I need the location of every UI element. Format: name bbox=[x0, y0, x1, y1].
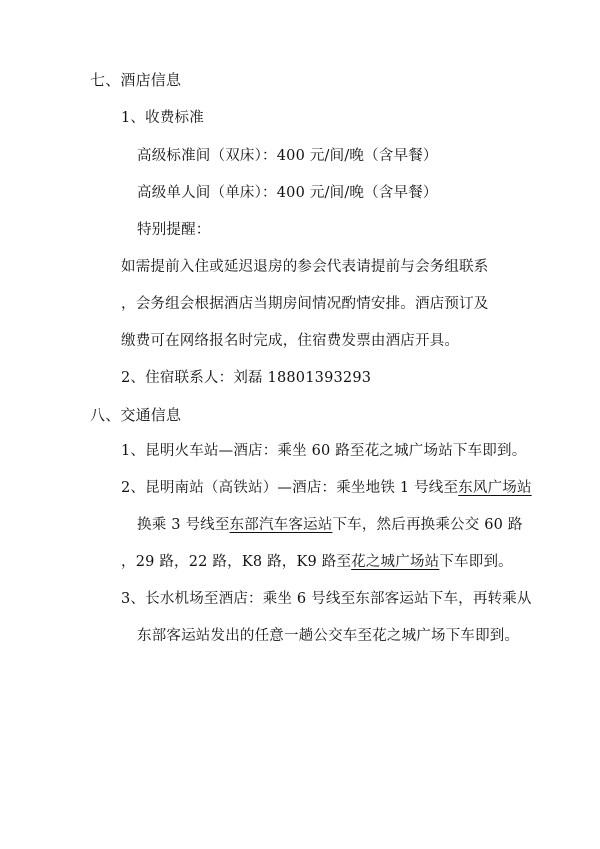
fee-standard-title: 1、收费标准 bbox=[121, 110, 204, 126]
route-airport-line-2: 东部客运站发出的任意一趟公交车至花之城广场下车即到。 bbox=[137, 628, 520, 644]
route-2-text-5: 下车即到。 bbox=[439, 554, 513, 570]
route-train-station: 1、昆明火车站—酒店：乘坐 60 路至花之城广场站下车即到。 bbox=[121, 443, 527, 459]
reminder-line-2: ，会务组会根据酒店当期房间情况酌情安排。酒店预订及 bbox=[121, 296, 489, 312]
section-7-heading: 七、酒店信息 bbox=[90, 71, 182, 89]
route-2-text-1: 2、昆明南站（高铁站）—酒店：乘坐地铁 1 号线至 bbox=[121, 480, 459, 496]
route-2-text-3: 下车，然后再换乘公交 60 路 bbox=[332, 517, 523, 533]
huazhicheng-square-station-link[interactable]: 花之城广场站 bbox=[351, 554, 440, 570]
route-2-text-4: ，29 路，22 路，K8 路，K9 路至 bbox=[121, 554, 352, 570]
route-south-station-line-1 bbox=[121, 478, 532, 498]
section-8-heading: 八、交通信息 bbox=[90, 406, 182, 424]
accommodation-contact: 2、住宿联系人：刘磊 18801393293 bbox=[121, 370, 372, 386]
dongfeng-square-station-link[interactable]: 东风广场站 bbox=[458, 480, 532, 496]
reminder-line-3: 缴费可在网络报名时完成，住宿费发票由酒店开具。 bbox=[121, 333, 460, 349]
route-south-station-line-3 bbox=[121, 552, 513, 572]
route-2-text-2: 换乘 3 号线至 bbox=[137, 517, 230, 533]
room-double-price: 高级标准间（双床）：400 元/间/晚（含早餐） bbox=[137, 148, 438, 164]
route-south-station-line-2 bbox=[137, 515, 523, 535]
route-airport-line-1: 3、长水机场至酒店：乘坐 6 号线至东部客运站下车，再转乘从 bbox=[121, 591, 532, 607]
reminder-line-1: 如需提前入住或延迟退房的参会代表请提前与会务组联系 bbox=[121, 259, 489, 275]
east-bus-station-link[interactable]: 东部汽车客运站 bbox=[229, 517, 333, 533]
room-single-price: 高级单人间（单床）：400 元/间/晚（含早餐） bbox=[137, 185, 438, 201]
reminder-label: 特别提醒： bbox=[137, 222, 211, 238]
